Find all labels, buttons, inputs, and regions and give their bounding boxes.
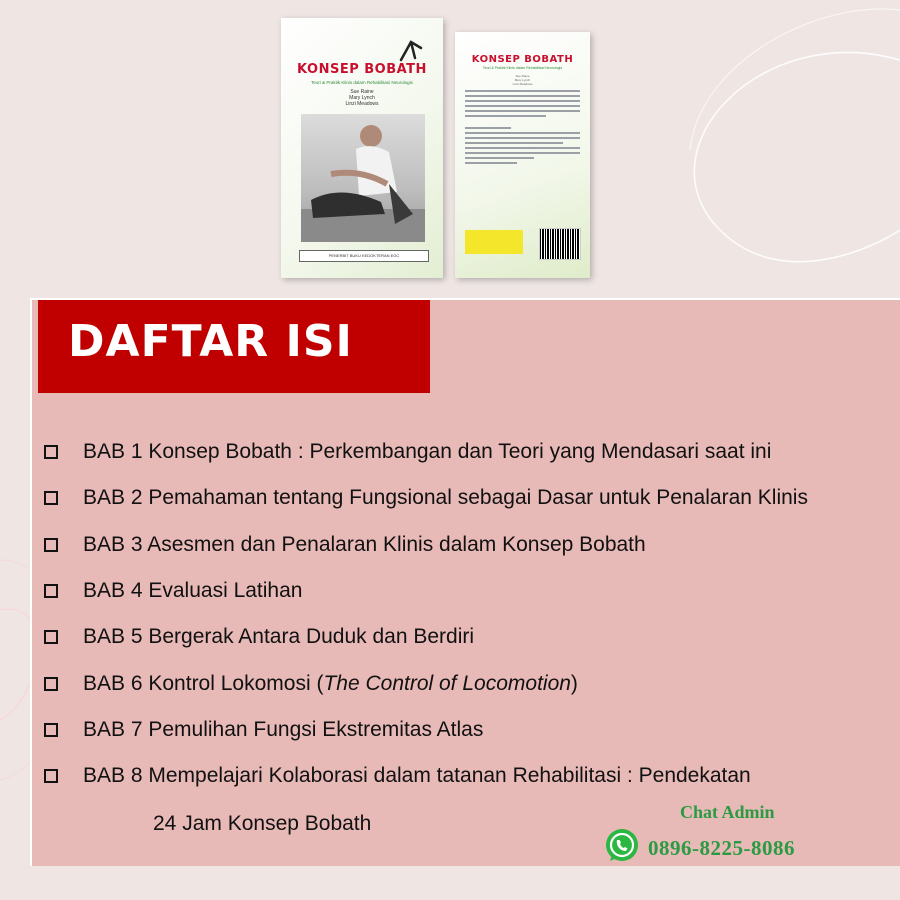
checkbox-icon <box>44 769 58 783</box>
phone-number[interactable]: 0896-8225-8086 <box>648 836 795 860</box>
publisher-bar: PENERBIT BUKU KEDOKTERAN EGC <box>299 250 429 262</box>
book-back-authors <box>455 74 590 86</box>
book-back-subtitle: Teori & Praktik Klinis dalam Rehabilitasi Neurologis <box>482 66 563 70</box>
toc-label: BAB 1 Konsep Bobath : Perkembangan dan Teori yang Mendasari saat ini <box>83 440 772 463</box>
toc-label: BAB 3 Asesmen dan Penalaran Klinis dalam Konsep Bobath <box>83 533 646 556</box>
toc-label <box>83 672 578 696</box>
author-2: Mary Lynch <box>349 95 375 101</box>
book-front-title: KONSEP BOBATH <box>297 62 427 77</box>
book-cover-photo <box>301 114 425 242</box>
book-back-title: KONSEP BOBATH <box>471 54 574 65</box>
toc-label: BAB 8 Mempelajari Kolaborasi dalam tatanan Rehabilitasi : Pendekatan <box>83 764 751 787</box>
toc-label-italic: The Control of Locomotion <box>323 672 571 695</box>
checkbox-icon <box>44 445 58 459</box>
checkbox-icon <box>44 630 58 644</box>
page-title: DAFTAR ISI <box>68 316 353 367</box>
author-1: Sue Raine <box>350 89 374 95</box>
book-authors <box>281 89 443 107</box>
toc-label-close: ) <box>570 672 578 695</box>
back-cover-text <box>465 90 580 167</box>
checkbox-icon <box>44 491 58 505</box>
whatsapp-icon[interactable] <box>603 827 641 865</box>
barcode <box>539 228 581 260</box>
back-author-3: Linzi Meadows <box>512 82 533 86</box>
toc-label: BAB 7 Pemulihan Fungsi Ekstremitas Atlas <box>83 718 484 741</box>
toc-item-bab-8-continuation: 24 Jam Konsep Bobath <box>153 812 372 835</box>
checkbox-icon <box>44 538 58 552</box>
price-sticker <box>465 230 523 254</box>
chat-admin-label: Chat Admin <box>680 802 775 822</box>
checkbox-icon <box>44 677 58 691</box>
checkbox-icon <box>44 723 58 737</box>
back-author-1: Sue Raine <box>515 74 530 78</box>
book-back-cover <box>455 32 590 278</box>
toc-label-main: BAB 6 Kontrol Lokomosi ( <box>83 672 324 695</box>
checkbox-icon <box>44 584 58 598</box>
toc-label: BAB 4 Evaluasi Latihan <box>83 579 303 602</box>
toc-label: BAB 5 Bergerak Antara Duduk dan Berdiri <box>83 625 475 648</box>
book-front-cover <box>281 18 443 278</box>
toc-label: BAB 2 Pemahaman tentang Fungsional sebagai Dasar untuk Penalaran Klinis <box>83 486 808 509</box>
book-front-subtitle: Teori & Praktik Klinis dalam Rehabilitasi Neurologis <box>311 80 413 85</box>
author-3: Linzi Meadows <box>345 101 379 107</box>
back-author-2: Mary Lynch <box>514 78 531 82</box>
book-logo-icon <box>397 38 425 64</box>
